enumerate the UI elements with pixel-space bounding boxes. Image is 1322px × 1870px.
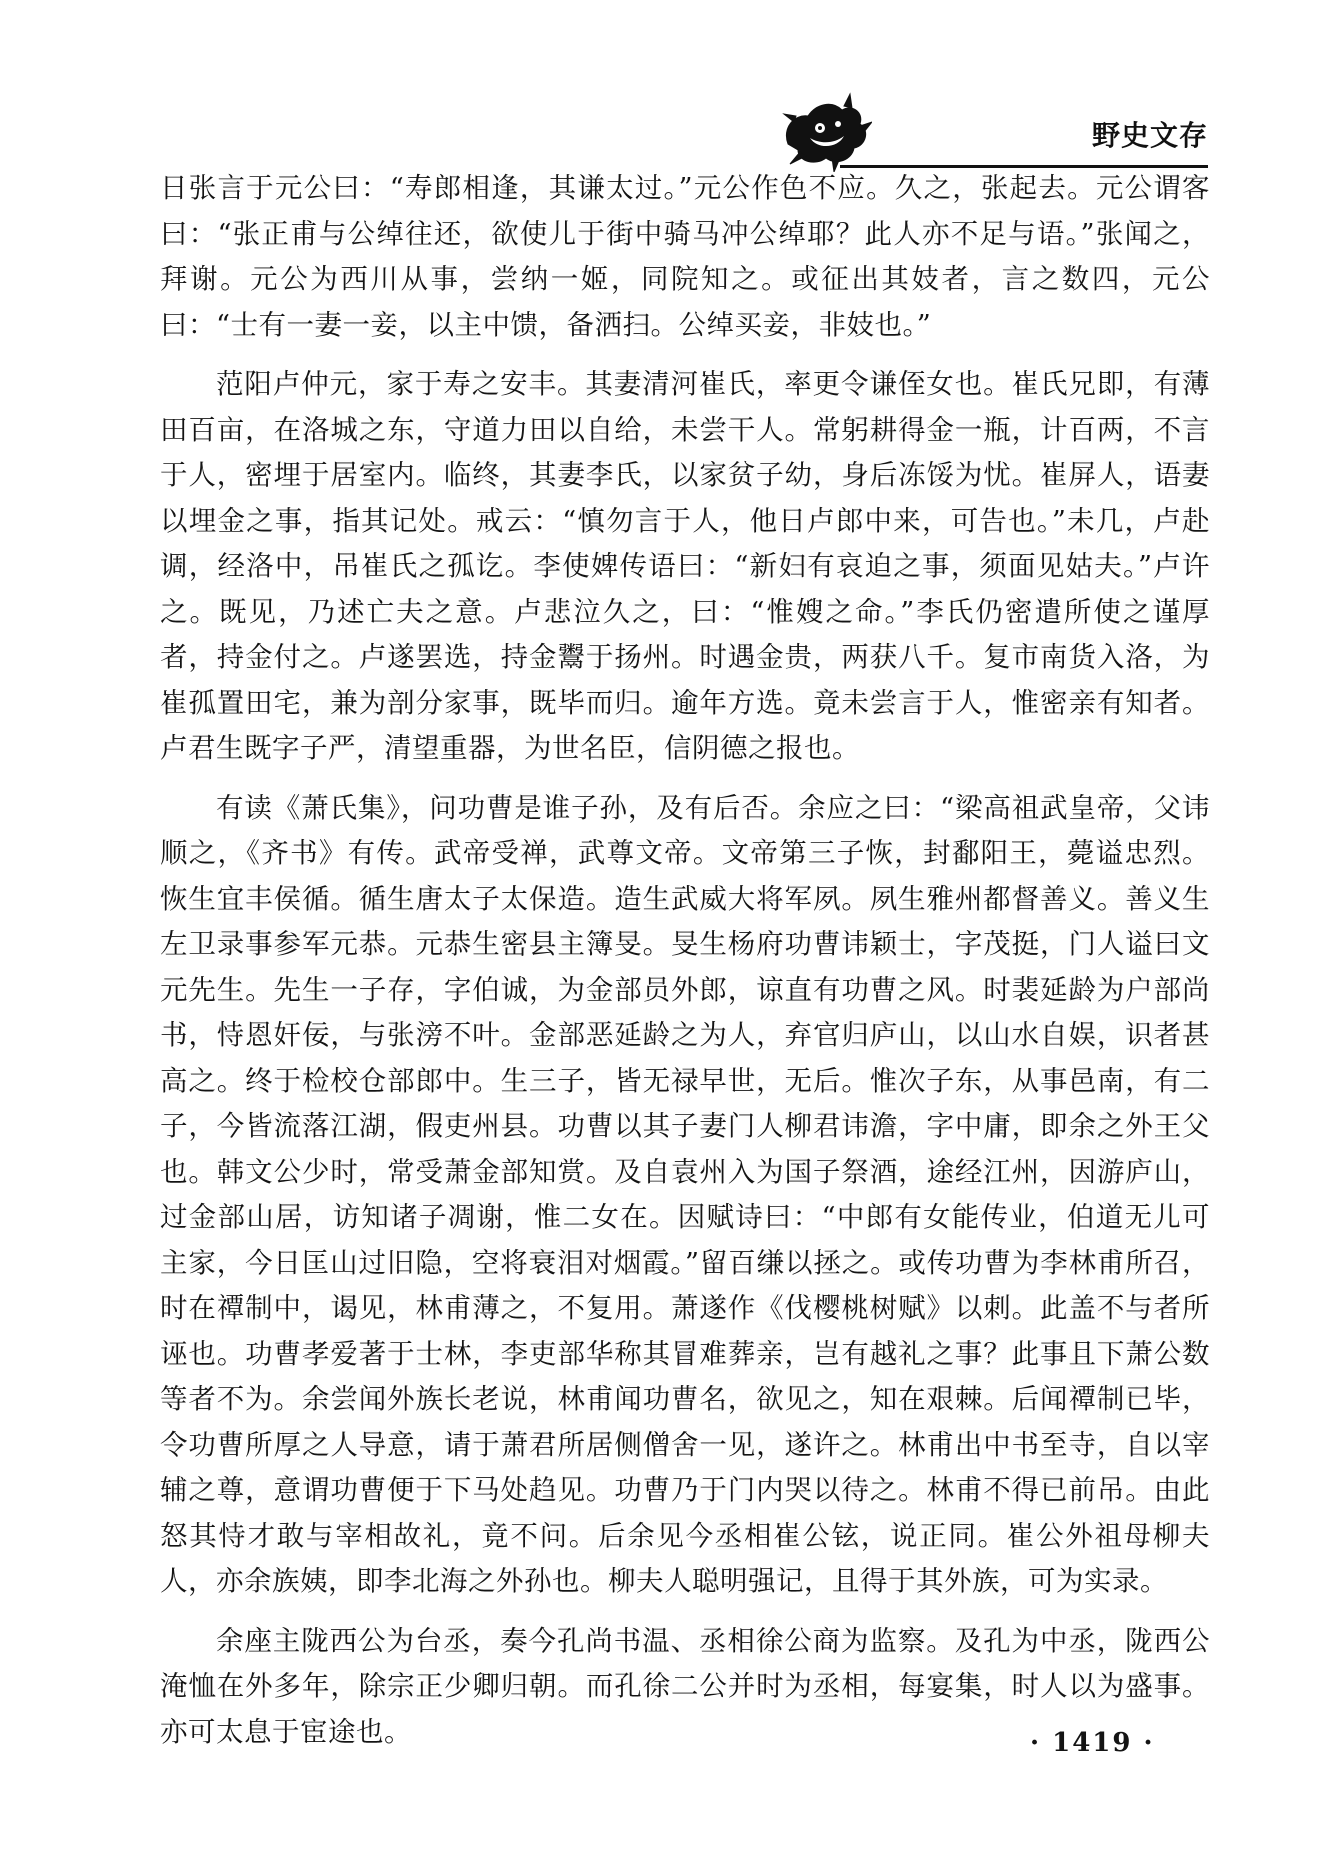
paragraph-1: 日张言于元公曰：“寿郎相逢，其谦太过。”元公作色不应。久之，张起去。元公谓客曰：“张正甫与公绰往还，欲使儿于街中骑马冲公绰耶？此人亦不足与语。”张闻之，拜谢。元公为西川从事，尝纳一姬，同院知之。或征出其妓者，言之数四，元公曰：“士有一妻一妾，以主中馈，备洒扫。公绰买妾，非妓也。” (160, 172, 1210, 341)
page-header (780, 92, 1208, 172)
paragraph-2: 范阳卢仲元，家于寿之安丰。其妻清河崔氏，率更令谦侄女也。崔氏兄即，有薄田百亩，在洛城之东，守道力田以自给，未尝干人。常躬耕得金一瓶，计百两，不言于人，密埋于居室内。临终，其妻李氏，以家贫子幼，身后冻馁为忧。崔屏人，语妻以埋金之事，指其记处。戒云：“慎勿言于人，他日卢郎中来，可告也。”未几，卢赴调，经洛中，吊崔氏之孤讫。李使婢传语曰：“新妇有哀迫之事，须面见姑夫。”卢许之。既见，乃述亡夫之意。卢悲泣久之，曰：“惟嫂之命。”李氏仍密遣所使之谨厚者，持金付之。卢遂罢选，持金鬻于扬州。时遇金贵，两获八千。复市南货入洛，为崔孤置田宅，兼为剖分家事，既毕而归。逾年方选。竟未尝言于人，惟密亲有知者。卢君生既字子严，清望重器，为世名臣，信阴德之报也。 (160, 368, 1210, 764)
body-text (160, 166, 1210, 1769)
page-number: · 1419 · (1030, 1728, 1155, 1758)
section-title: 野史文存 (1091, 119, 1208, 152)
dragon-icon (780, 92, 872, 172)
paragraph-4: 余座主陇西公为台丞，奏今孔尚书温、丞相徐公商为监察。及孔为中丞，陇西公淹恤在外多年，除宗正少卿归朝。而孔徐二公并时为丞相，每宴集，时人以为盛事。亦可太息于宦途也。 (160, 1624, 1210, 1748)
paragraph-3: 有读《萧氏集》，问功曹是谁子孙，及有后否。余应之曰：“梁高祖武皇帝，父讳顺之，《齐书》有传。武帝受禅，武尊文帝。文帝第三子恢，封鄱阳王，薨谥忠烈。恢生宜丰侯循。循生唐太子太保造。造生武威大将军夙。夙生雅州都督善义。善义生左卫录事参军元恭。元恭生密县主簿旻。旻生杨府功曹讳颖士，字茂挺，门人谥曰文元先生。先生一子存，字伯诚，为金部员外郎，谅直有功曹之风。时裴延龄为户部尚书，恃恩奸佞，与张滂不叶。金部恶延龄之为人，弃官归庐山，以山水自娱，识者甚高之。终于检校仓部郎中。生三子，皆无禄早世，无后。惟次子东，从事邑南，有二子，今皆流落江湖，假吏州县。功曹以其子妻门人柳君讳澹，字中庸，即余之外王父也。韩文公少时，常受萧金部知赏。及自袁州入为国子祭酒，途经江州，因游庐山，过金部山居，访知诸子凋谢，惟二女在。因赋诗曰：“中郎有女能传业，伯道无儿可主家，今日匡山过旧隐，空将衰泪对烟霞。”留百缣以拯之。或传功曹为李林甫所召，时在禫制中，谒见，林甫薄之，不复用。萧遂作《伐樱桃树赋》以刺。此盖不与者所诬也。功曹孝爱著于士林，李吏部华称其冒难葬亲，岂有越礼之事？此事且下萧公数等者不为。余尝闻外族长老说，林甫闻功曹名，欲见之，知在艰棘。后闻禫制已毕，令功曹所厚之人导意，请于萧君所居侧僧舍一见，遂许之。林甫出中书至寺，自以宰辅之尊，意谓功曹便于下马处趋见。功曹乃于门内哭以待之。林甫不得已前吊。由此怒其恃才敢与宰相故礼，竟不问。后余见今丞相崔公铉，说正同。崔公外祖母柳夫人，亦余族姨，即李北海之外孙也。柳夫人聪明强记，且得于其外族，可为实录。 (160, 791, 1210, 1597)
